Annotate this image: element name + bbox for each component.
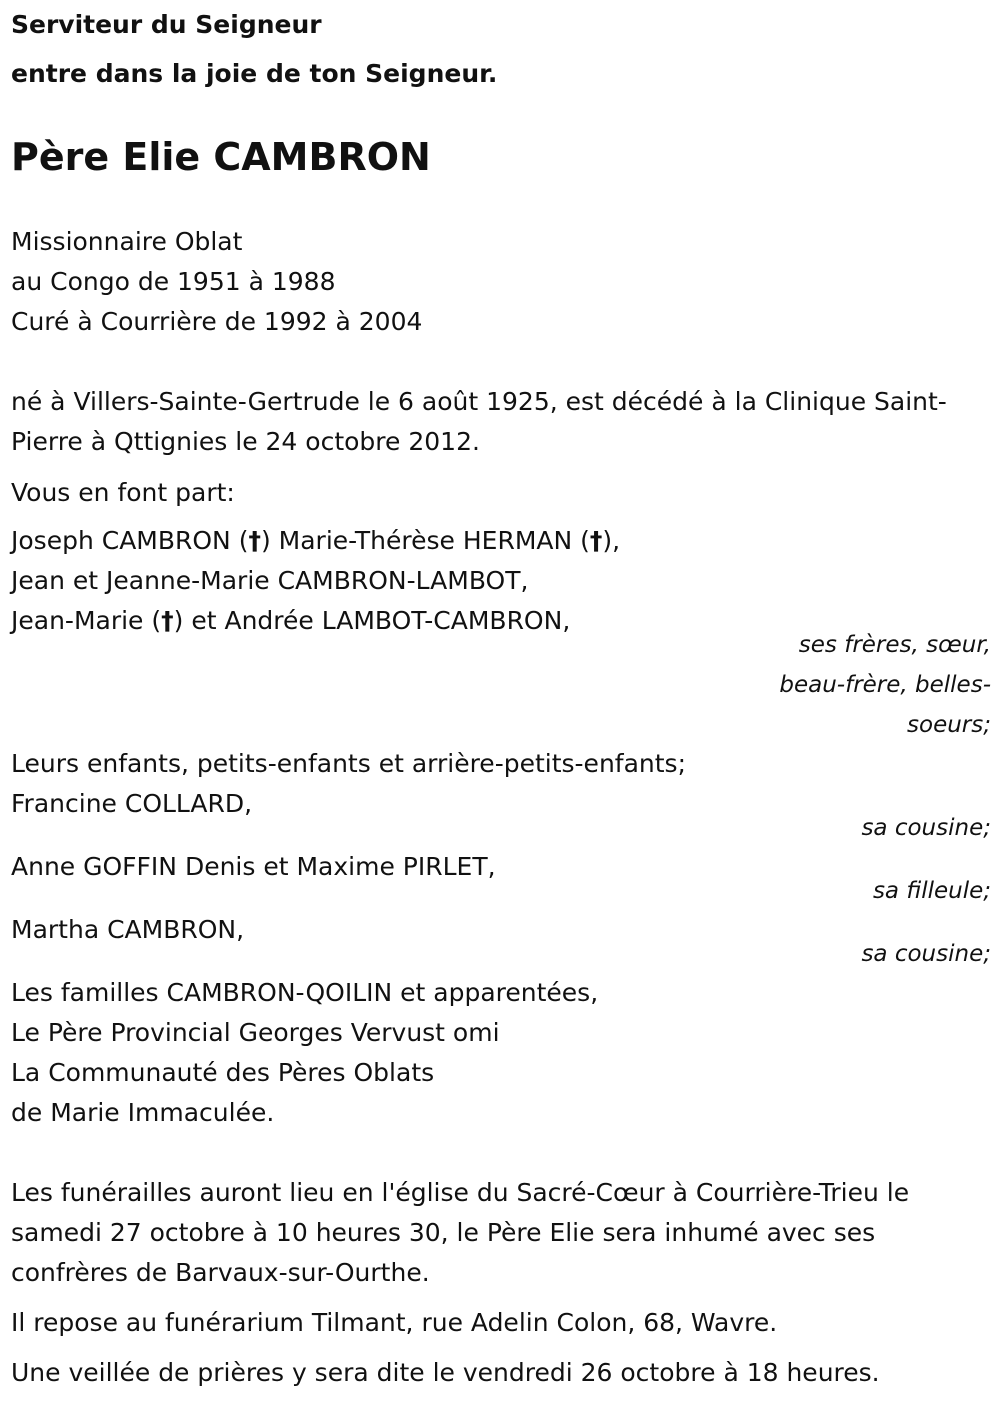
- header-line-2: entre dans la joie de ton Seigneur.: [11, 59, 498, 88]
- family-others-3: La Communauté des Pères Oblats: [11, 1058, 435, 1087]
- family-jean-marie: Jean-Marie: [11, 606, 144, 635]
- relation-francine: sa cousine;: [861, 815, 991, 841]
- birth-line-1: né à Villers-Sainte-Gertrude le 6 août 1925, est décédé à la Clinique Saint-: [11, 387, 947, 416]
- cross-icon: †: [589, 526, 603, 555]
- relation-siblings-1: ses frères, sœur,: [798, 632, 991, 658]
- role-line-3: Curé à Courrière de 1992 à 2004: [11, 307, 423, 336]
- family-others-4: de Marie Immaculée.: [11, 1098, 275, 1127]
- funeral-line-2: samedi 27 octobre à 10 heures 30, le Père Elie sera inhumé avec ses: [11, 1218, 876, 1247]
- deceased-name: Père Elie CAMBRON: [11, 135, 431, 179]
- vigil-text: Une veillée de prières y sera dite le vendredi 26 octobre à 18 heures.: [11, 1358, 880, 1387]
- relation-siblings-2: beau-frère, belles-: [779, 672, 991, 698]
- role-line-2: au Congo de 1951 à 1988: [11, 267, 336, 296]
- repose-text: Il repose au funérarium Tilmant, rue Adelin Colon, 68, Wavre.: [11, 1308, 778, 1337]
- relation-martha: sa cousine;: [861, 941, 991, 967]
- family-joseph: Joseph CAMBRON: [11, 526, 231, 555]
- family-andree: et Andrée LAMBOT-CAMBRON,: [191, 606, 571, 635]
- family-others-2: Le Père Provincial Georges Vervust omi: [11, 1018, 500, 1047]
- family-francine: Francine COLLARD,: [11, 789, 253, 818]
- relation-anne: sa filleule;: [872, 878, 991, 904]
- cross-icon: †: [248, 526, 261, 555]
- family-descendants: Leurs enfants, petits-enfants et arrière-petits-enfants;: [11, 749, 686, 778]
- announce-text: Vous en font part:: [11, 478, 235, 507]
- header-line-1: Serviteur du Seigneur: [11, 10, 322, 39]
- family-line-jean: Jean et Jeanne-Marie CAMBRON-LAMBOT,: [11, 566, 529, 595]
- funeral-line-1: Les funérailles auront lieu en l'église du Sacré-Cœur à Courrière-Trieu le: [11, 1178, 910, 1207]
- family-line-jean-marie: Jean-Marie (†) et Andrée LAMBOT-CAMBRON,: [11, 606, 571, 635]
- cross-icon: †: [161, 606, 174, 635]
- family-others-1: Les familles CAMBRON-QOILIN et apparentées,: [11, 978, 599, 1007]
- family-marie-therese: Marie-Thérèse HERMAN: [278, 526, 573, 555]
- relation-siblings-3: soeurs;: [907, 712, 991, 738]
- obituary-page: [11, 0, 991, 1408]
- family-line-joseph: Joseph CAMBRON (†) Marie-Thérèse HERMAN (†),: [11, 526, 621, 555]
- role-line-1: Missionnaire Oblat: [11, 227, 243, 256]
- family-anne: Anne GOFFIN Denis et Maxime PIRLET,: [11, 852, 496, 881]
- birth-line-2: Pierre à Qttignies le 24 octobre 2012.: [11, 427, 480, 456]
- family-martha: Martha CAMBRON,: [11, 915, 245, 944]
- funeral-line-3: confrères de Barvaux-sur-Ourthe.: [11, 1258, 430, 1287]
